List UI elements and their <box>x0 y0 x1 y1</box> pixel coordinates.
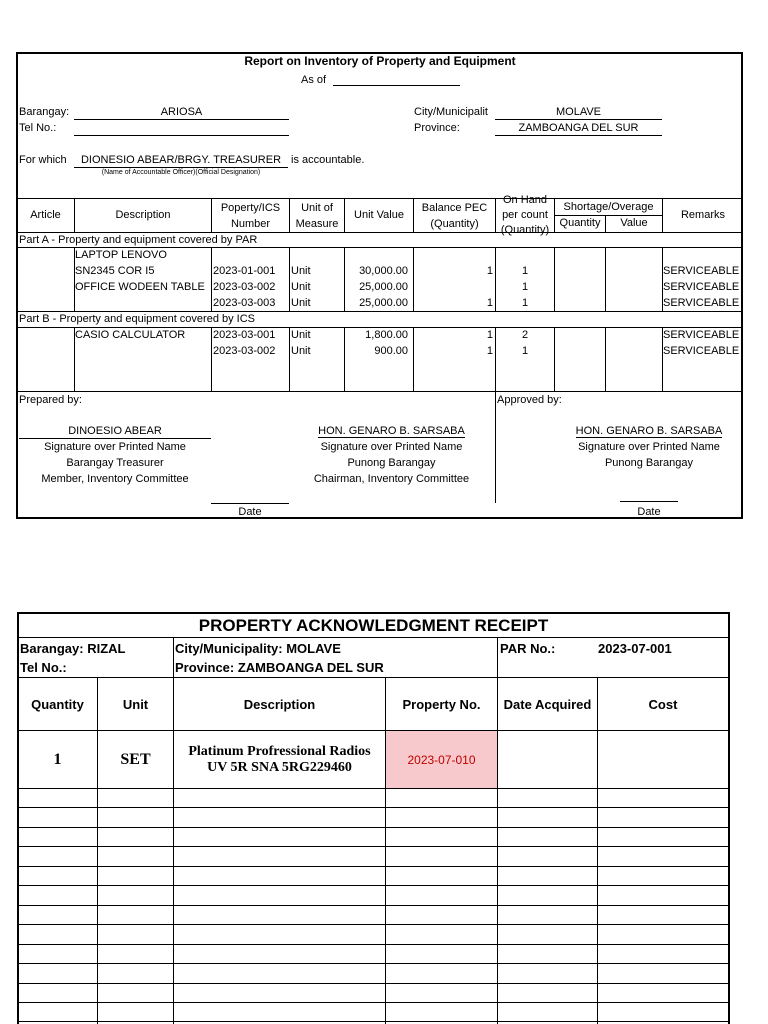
description: CASIO CALCULATOR <box>75 329 186 341</box>
item-unit: SET <box>120 750 151 768</box>
remarks: SERVICEABLE <box>663 297 740 309</box>
col-line <box>605 247 606 311</box>
date-line-left <box>211 503 289 504</box>
remarks: SERVICEABLE <box>663 265 740 277</box>
unit-value: 30,000.00 <box>359 265 408 277</box>
date-line-right <box>620 501 678 502</box>
receipt-title: PROPERTY ACKNOWLEDGMENT RECEIPT <box>198 615 549 635</box>
ics-number: 2023-03-002 <box>213 345 276 357</box>
officer-caption: (Name of Accountable Officer)(Official Designation) <box>101 169 261 176</box>
header-cost: Cost <box>648 696 678 712</box>
city-label: City/Municipalit <box>414 106 488 118</box>
title-bottom-line <box>17 637 730 638</box>
onhand: 1 <box>521 297 529 309</box>
header-property-no: Property No. <box>402 696 481 712</box>
barangay-value: ARIOSA <box>74 106 289 120</box>
as-of-line <box>333 85 460 86</box>
col-line <box>554 327 555 391</box>
part-a-desc-1: LAPTOP LENOVO <box>75 249 167 261</box>
item-description-line-2: UV 5R SNA 5RG229460 <box>207 759 352 775</box>
part-a-label: Part A - Property and equipment covered by PAR <box>19 234 258 246</box>
tel-value <box>74 122 289 136</box>
accountable-officer: DIONESIO ABEAR/BRGY. TREASURER <box>74 154 288 168</box>
part-a-end-line <box>17 311 743 312</box>
row-line <box>17 983 730 984</box>
signatory-name <box>290 425 493 438</box>
balance: 1 <box>486 329 493 341</box>
header-bottom-line <box>17 232 743 233</box>
unit: Unit <box>291 265 311 277</box>
onhand: 1 <box>521 265 529 277</box>
row-line <box>17 846 730 847</box>
signatory-name-text: HON. GENARO B. SARSABA <box>318 425 465 437</box>
onhand: 1 <box>521 281 529 293</box>
table-top-line <box>17 198 743 199</box>
signatory-name-text: HON. GENARO B. SARSABA <box>575 425 723 437</box>
as-of-label: As of <box>301 74 327 86</box>
receipt-province: Province: ZAMBOANGA DEL SUR <box>175 660 384 675</box>
row-line <box>17 1021 730 1022</box>
signature-caption: Signature over Printed Name <box>44 441 186 453</box>
header-balance-1: Balance PEC <box>421 202 488 214</box>
province-label: Province: <box>414 122 460 134</box>
header-unit-2: Measure <box>295 218 339 230</box>
balance: 1 <box>486 297 493 309</box>
part-a-desc-2: SN2345 COR I5 <box>75 265 155 277</box>
col-line <box>289 247 290 311</box>
row-line <box>17 788 730 789</box>
part-b-line <box>17 327 743 328</box>
header-quantity: Quantity <box>31 696 84 712</box>
date-label-left: Date <box>238 506 262 518</box>
unit-value: 1,800.00 <box>365 329 408 341</box>
row-line <box>17 866 730 867</box>
row-line <box>17 807 730 808</box>
item-date-acquired <box>498 731 597 788</box>
row-line <box>17 944 730 945</box>
part-a-desc-3: OFFICE WODEEN TABLE <box>75 281 205 293</box>
city-value: MOLAVE <box>495 106 662 120</box>
header-value: Value <box>620 217 648 229</box>
header-unit: Unit <box>122 696 149 712</box>
signature-caption: Signature over Printed Name <box>320 441 463 453</box>
approved-by-label: Approved by: <box>497 394 562 406</box>
signatory-name <box>555 425 743 438</box>
part-b-label: Part B - Property and equipment covered by ICS <box>19 313 256 325</box>
ics-number: 2023-03-002 <box>213 281 276 293</box>
unit-value: 25,000.00 <box>359 281 408 293</box>
receipt-barangay: Barangay: RIZAL <box>20 641 126 656</box>
unit-value: 900.00 <box>374 345 408 357</box>
header-quantity: Quantity <box>559 217 601 229</box>
balance: 1 <box>486 265 493 277</box>
row-line <box>17 963 730 964</box>
header-shortage: Shortage/Overage <box>563 201 654 213</box>
table-bottom-line <box>17 391 743 392</box>
barangay-label: Barangay: <box>19 106 70 118</box>
row-line <box>17 885 730 886</box>
header-remarks: Remarks <box>680 209 725 221</box>
header-ics-1: Poperty/ICS <box>220 202 281 214</box>
header-ics-2: Number <box>230 218 271 230</box>
unit: Unit <box>291 297 311 309</box>
unit-value: 25,000.00 <box>359 297 408 309</box>
report-title: Report on Inventory of Property and Equipment <box>244 54 516 68</box>
signatory-position: Punong Barangay <box>347 457 436 469</box>
item-description-line-1: Platinum Profressional Radios <box>188 743 371 759</box>
par-number: 2023-07-001 <box>598 641 672 656</box>
header-date-acquired: Date Acquired <box>503 696 592 712</box>
onhand: 1 <box>521 345 529 357</box>
item-cost <box>598 731 728 788</box>
header-balance-2: (Quantity) <box>430 218 479 230</box>
header-description: Description <box>115 209 171 221</box>
ics-number: 2023-03-003 <box>213 297 276 309</box>
signatory-position: Barangay Treasurer <box>66 457 164 469</box>
remarks: SERVICEABLE <box>663 281 740 293</box>
is-accountable-text: is accountable. <box>291 154 365 166</box>
shortage-sub-line <box>554 215 662 216</box>
prepared-by-label: Prepared by: <box>19 394 82 406</box>
header-description: Description <box>243 696 316 712</box>
col-line <box>211 327 212 391</box>
ics-number: 2023-01-001 <box>213 265 276 277</box>
row-line <box>17 827 730 828</box>
balance: 1 <box>486 345 493 357</box>
col-line <box>554 247 555 311</box>
item-property-no: 2023-07-010 <box>386 731 497 788</box>
remarks: SERVICEABLE <box>663 329 740 341</box>
unit: Unit <box>291 345 311 357</box>
header-onhand-2: per count <box>502 209 548 221</box>
signature-divider <box>495 391 496 503</box>
signatory-position: Punong Barangay <box>604 457 694 469</box>
row-line <box>17 905 730 906</box>
item-description <box>174 731 385 788</box>
header-article: Article <box>30 209 61 221</box>
item-quantity: 1 <box>53 750 62 768</box>
col-line <box>211 247 212 311</box>
signatory-name: DINOESIO ABEAR <box>19 425 211 439</box>
receipt-tel: Tel No.: <box>20 660 67 675</box>
province-value: ZAMBOANGA DEL SUR <box>495 122 662 136</box>
header-onhand-1: On Hand <box>502 194 548 206</box>
for-which-label: For which <box>19 154 67 166</box>
ics-number: 2023-03-001 <box>213 329 276 341</box>
header-unit-value: Unit Value <box>354 209 404 221</box>
signatory-role: Chairman, Inventory Committee <box>313 473 470 485</box>
unit: Unit <box>291 329 311 341</box>
date-label-right: Date <box>637 506 661 518</box>
par-label: PAR No.: <box>500 641 556 656</box>
header-onhand-3: (Quantity) <box>500 224 550 236</box>
col-line <box>289 327 290 391</box>
tel-label: Tel No.: <box>19 122 57 134</box>
onhand: 2 <box>521 329 529 341</box>
signatory-role: Member, Inventory Committee <box>41 473 189 485</box>
header-unit-1: Unit of <box>301 202 333 214</box>
receipt-city: City/Municipality: MOLAVE <box>175 641 341 656</box>
row-line <box>17 1002 730 1003</box>
remarks: SERVICEABLE <box>663 345 740 357</box>
part-a-line <box>17 247 743 248</box>
unit: Unit <box>291 281 311 293</box>
row-line <box>17 924 730 925</box>
col-line <box>605 327 606 391</box>
signature-caption: Signature over Printed Name <box>578 441 720 453</box>
